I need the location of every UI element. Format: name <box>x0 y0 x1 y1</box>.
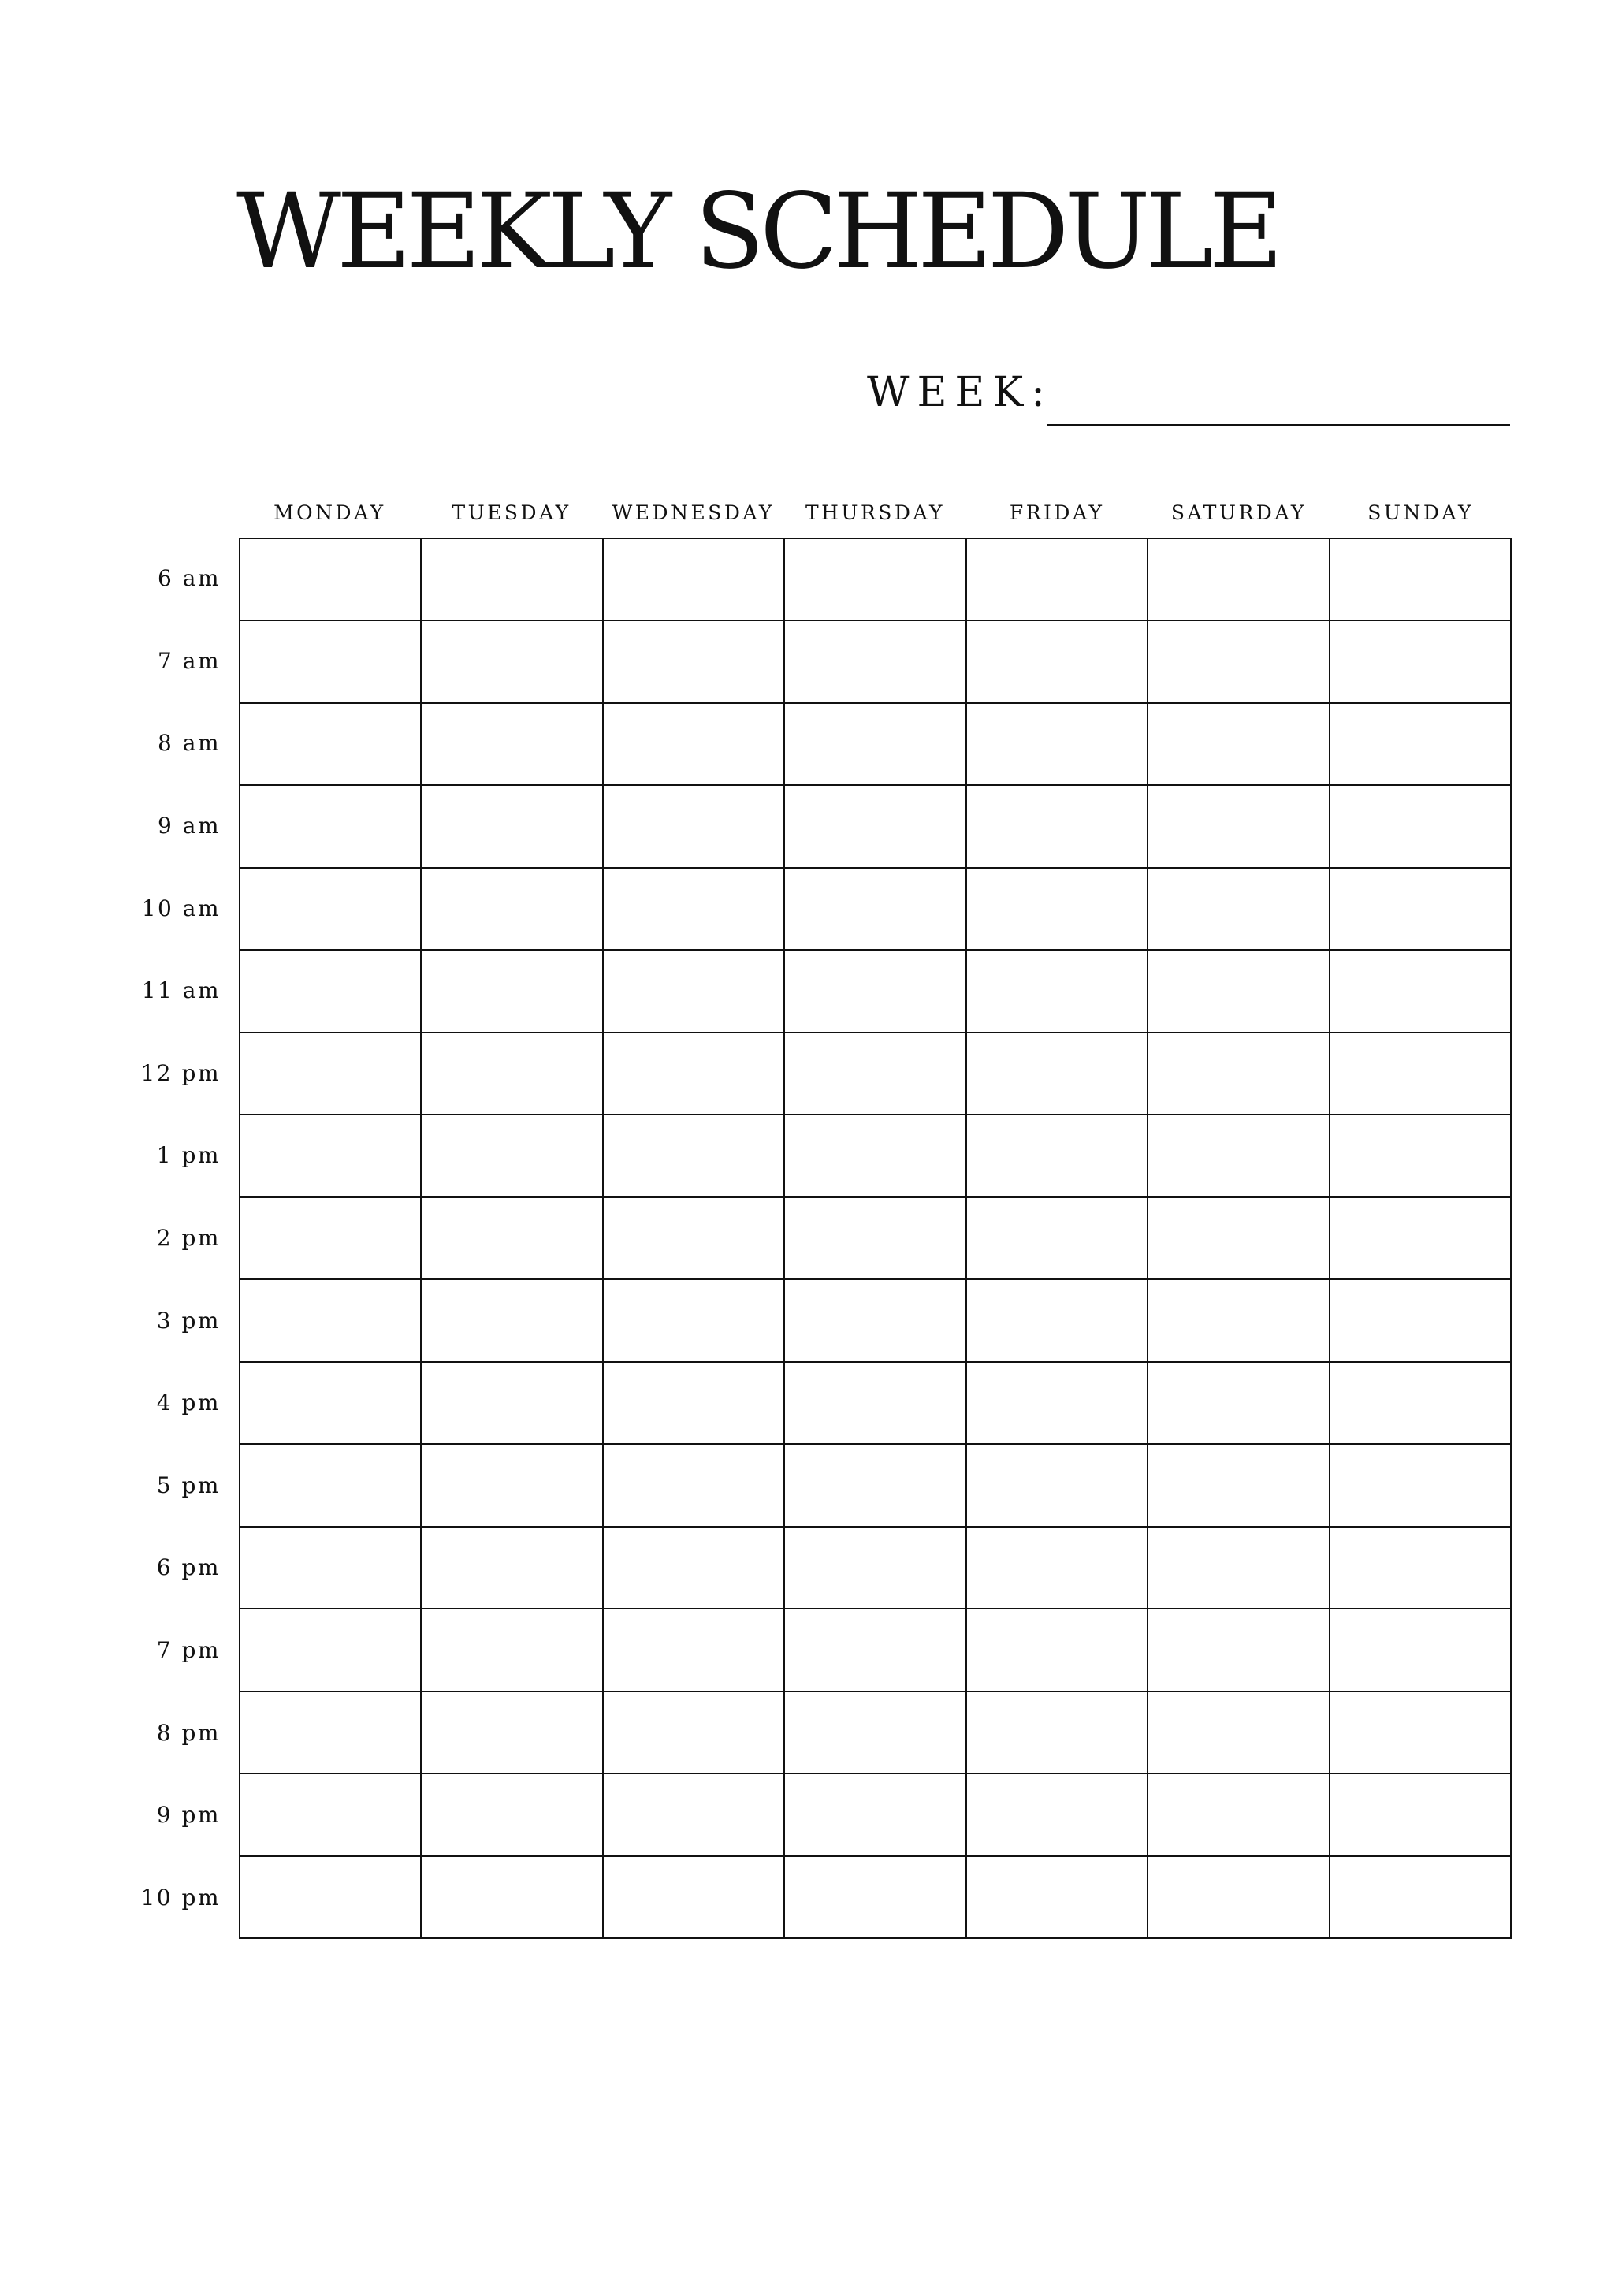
time-label: 4 pm <box>156 1390 221 1416</box>
schedule-cell[interactable] <box>422 1198 603 1280</box>
schedule-cell[interactable] <box>785 951 966 1033</box>
schedule-cell[interactable] <box>785 539 966 621</box>
schedule-cell[interactable] <box>1148 704 1330 786</box>
schedule-cell[interactable] <box>604 1528 785 1609</box>
day-header-wednesday: WEDNESDAY <box>612 501 775 524</box>
schedule-cell[interactable] <box>422 1774 603 1856</box>
schedule-cell[interactable] <box>1330 1445 1512 1527</box>
schedule-cell[interactable] <box>604 869 785 951</box>
schedule-cell[interactable] <box>785 1445 966 1527</box>
schedule-cell[interactable] <box>785 704 966 786</box>
schedule-cell[interactable] <box>604 1198 785 1280</box>
schedule-cell[interactable] <box>785 1774 966 1856</box>
schedule-cell[interactable] <box>240 1774 422 1856</box>
time-label: 8 am <box>158 730 221 757</box>
schedule-cell[interactable] <box>1330 1609 1512 1691</box>
schedule-cell[interactable] <box>785 1609 966 1691</box>
time-label: 5 pm <box>156 1472 221 1498</box>
week-input-line[interactable] <box>1047 424 1510 426</box>
schedule-cell[interactable] <box>240 869 422 951</box>
schedule-grid <box>239 538 1512 1939</box>
schedule-cell[interactable] <box>967 1692 1148 1774</box>
schedule-cell[interactable] <box>240 786 422 868</box>
schedule-cell[interactable] <box>422 1609 603 1691</box>
schedule-cell[interactable] <box>240 539 422 621</box>
time-label: 9 am <box>158 813 221 839</box>
schedule-cell[interactable] <box>967 786 1148 868</box>
schedule-cell[interactable] <box>1148 1609 1330 1691</box>
schedule-cell[interactable] <box>240 621 422 703</box>
schedule-cell[interactable] <box>1330 1692 1512 1774</box>
schedule-cell[interactable] <box>1330 869 1512 951</box>
week-label: WEEK: <box>867 369 1053 416</box>
schedule-cell[interactable] <box>785 869 966 951</box>
schedule-cell[interactable] <box>1330 1115 1512 1197</box>
schedule-cell[interactable] <box>422 1033 603 1115</box>
schedule-cell[interactable] <box>604 621 785 703</box>
schedule-cell[interactable] <box>785 1033 966 1115</box>
schedule-cell[interactable] <box>422 951 603 1033</box>
time-label: 10 am <box>141 895 221 921</box>
schedule-cell[interactable] <box>785 1692 966 1774</box>
schedule-cell[interactable] <box>240 1033 422 1115</box>
schedule-cell[interactable] <box>240 704 422 786</box>
time-label: 11 am <box>141 977 221 1004</box>
schedule-cell[interactable] <box>1330 621 1512 703</box>
schedule-cell[interactable] <box>1148 1280 1330 1362</box>
schedule-cell[interactable] <box>1148 1692 1330 1774</box>
schedule-cell[interactable] <box>604 951 785 1033</box>
schedule-cell[interactable] <box>785 1363 966 1445</box>
schedule-cell[interactable] <box>604 1857 785 1939</box>
schedule-cell[interactable] <box>422 1528 603 1609</box>
schedule-cell[interactable] <box>785 1528 966 1609</box>
schedule-cell[interactable] <box>967 1857 1148 1939</box>
schedule-cell[interactable] <box>967 1198 1148 1280</box>
schedule-cell[interactable] <box>240 951 422 1033</box>
schedule-cell[interactable] <box>422 1115 603 1197</box>
schedule-cell[interactable] <box>1148 539 1330 621</box>
day-header-monday: MONDAY <box>273 501 386 524</box>
schedule-cell[interactable] <box>967 1445 1148 1527</box>
schedule-cell[interactable] <box>1330 1528 1512 1609</box>
time-label: 1 pm <box>156 1142 221 1169</box>
schedule-cell[interactable] <box>785 1857 966 1939</box>
schedule-cell[interactable] <box>1148 786 1330 868</box>
schedule-cell[interactable] <box>240 1445 422 1527</box>
schedule-cell[interactable] <box>1148 621 1330 703</box>
day-header-friday: FRIDAY <box>1009 501 1105 524</box>
schedule-cell[interactable] <box>240 1609 422 1691</box>
time-label: 7 am <box>158 647 221 674</box>
schedule-cell[interactable] <box>967 1609 1148 1691</box>
schedule-cell[interactable] <box>1148 1363 1330 1445</box>
schedule-cell[interactable] <box>785 1280 966 1362</box>
schedule-cell[interactable] <box>422 1280 603 1362</box>
schedule-cell[interactable] <box>604 1609 785 1691</box>
schedule-cell[interactable] <box>1330 1774 1512 1856</box>
schedule-cell[interactable] <box>1148 1198 1330 1280</box>
schedule-cell[interactable] <box>1330 539 1512 621</box>
schedule-cell[interactable] <box>1148 1528 1330 1609</box>
schedule-cell[interactable] <box>604 539 785 621</box>
schedule-cell[interactable] <box>604 1280 785 1362</box>
schedule-cell[interactable] <box>1148 951 1330 1033</box>
schedule-cell[interactable] <box>604 1774 785 1856</box>
schedule-cell[interactable] <box>1330 704 1512 786</box>
week-field <box>867 369 1513 427</box>
schedule-cell[interactable] <box>1330 1198 1512 1280</box>
schedule-cell[interactable] <box>967 1774 1148 1856</box>
schedule-cell[interactable] <box>1148 1774 1330 1856</box>
schedule-cell[interactable] <box>422 621 603 703</box>
schedule-cell[interactable] <box>422 1445 603 1527</box>
schedule-cell[interactable] <box>785 1198 966 1280</box>
schedule-cell[interactable] <box>1148 1115 1330 1197</box>
schedule-cell[interactable] <box>240 1115 422 1197</box>
schedule-cell[interactable] <box>967 869 1148 951</box>
schedule-cell[interactable] <box>604 1033 785 1115</box>
schedule-cell[interactable] <box>1148 1857 1330 1939</box>
schedule-cell[interactable] <box>1330 786 1512 868</box>
time-label: 7 pm <box>156 1636 221 1663</box>
time-label: 9 pm <box>156 1802 221 1829</box>
time-label: 6 am <box>158 565 221 592</box>
day-header-tuesday: TUESDAY <box>452 501 571 524</box>
schedule-cell[interactable] <box>422 539 603 621</box>
day-header-thursday: THURSDAY <box>805 501 946 524</box>
day-header-sunday: SUNDAY <box>1367 501 1474 524</box>
page-title: WEEKLY SCHEDULE <box>236 171 1279 292</box>
schedule-cell[interactable] <box>1330 1363 1512 1445</box>
schedule-cell[interactable] <box>1330 1280 1512 1362</box>
schedule-cell[interactable] <box>604 1363 785 1445</box>
schedule-cell[interactable] <box>967 1363 1148 1445</box>
schedule-cell[interactable] <box>422 1363 603 1445</box>
schedule-cell[interactable] <box>604 704 785 786</box>
schedule-cell[interactable] <box>1330 951 1512 1033</box>
schedule-cell[interactable] <box>967 951 1148 1033</box>
schedule-cell[interactable] <box>967 704 1148 786</box>
schedule-cell[interactable] <box>604 1445 785 1527</box>
schedule-cell[interactable] <box>1330 1857 1512 1939</box>
schedule-cell[interactable] <box>240 1692 422 1774</box>
schedule-cell[interactable] <box>1330 1033 1512 1115</box>
time-label: 3 pm <box>156 1307 221 1334</box>
schedule-cell[interactable] <box>1148 1033 1330 1115</box>
schedule-cell[interactable] <box>604 786 785 868</box>
schedule-cell[interactable] <box>785 621 966 703</box>
time-label: 2 pm <box>156 1225 221 1251</box>
schedule-cell[interactable] <box>240 1198 422 1280</box>
schedule-cell[interactable] <box>967 1115 1148 1197</box>
schedule-cell[interactable] <box>422 786 603 868</box>
day-header-saturday: SATURDAY <box>1170 501 1307 524</box>
time-label: 6 pm <box>156 1554 221 1581</box>
schedule-cell[interactable] <box>240 1363 422 1445</box>
schedule-cell[interactable] <box>785 786 966 868</box>
schedule-cell[interactable] <box>967 1033 1148 1115</box>
time-label: 12 pm <box>140 1059 221 1086</box>
schedule-cell[interactable] <box>1148 869 1330 951</box>
schedule-cell[interactable] <box>604 1115 785 1197</box>
time-label: 10 pm <box>140 1884 221 1911</box>
schedule-cell[interactable] <box>240 1528 422 1609</box>
schedule-cell[interactable] <box>967 1280 1148 1362</box>
schedule-cell[interactable] <box>604 1692 785 1774</box>
time-label: 8 pm <box>156 1719 221 1746</box>
schedule-cell[interactable] <box>240 1857 422 1939</box>
schedule-cell[interactable] <box>967 621 1148 703</box>
schedule-cell[interactable] <box>422 704 603 786</box>
schedule-cell[interactable] <box>422 1857 603 1939</box>
schedule-cell[interactable] <box>240 1280 422 1362</box>
schedule-cell[interactable] <box>967 539 1148 621</box>
schedule-cell[interactable] <box>422 869 603 951</box>
schedule-cell[interactable] <box>422 1692 603 1774</box>
schedule-cell[interactable] <box>785 1115 966 1197</box>
schedule-cell[interactable] <box>1148 1445 1330 1527</box>
schedule-cell[interactable] <box>967 1528 1148 1609</box>
